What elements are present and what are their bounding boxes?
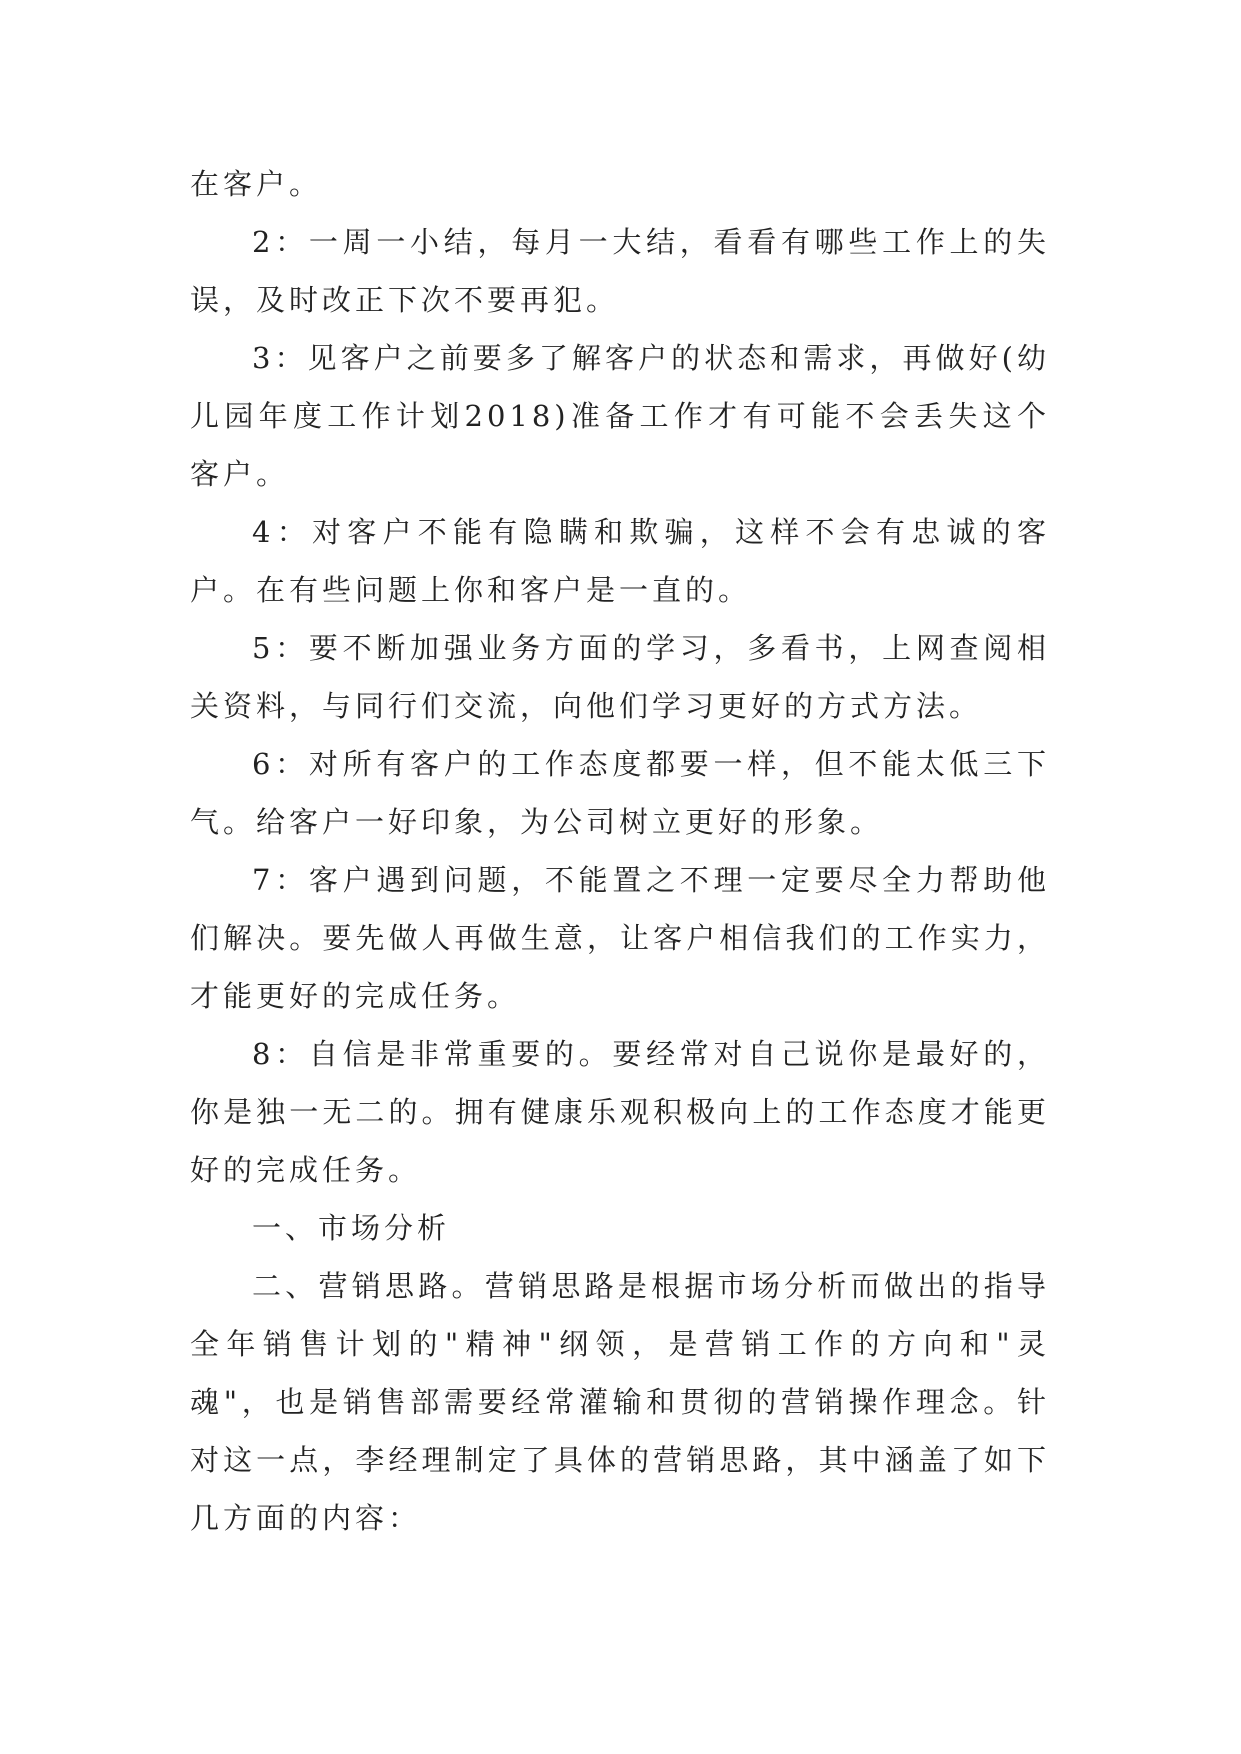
- paragraph-item-7: 7：客户遇到问题，不能置之不理一定要尽全力帮助他们解决。要先做人再做生意，让客户相信我们的工作实力，才能更好的完成任务。: [190, 863, 1050, 1013]
- paragraph-item-4: 4：对客户不能有隐瞒和欺骗，这样不会有忠诚的客户。在有些问题上你和客户是一直的。: [190, 515, 1050, 607]
- section-heading-market-analysis: 一、市场分析: [252, 1211, 451, 1245]
- paragraph-item-3: 3：见客户之前要多了解客户的状态和需求，再做好(幼儿园年度工作计划2018)准备工作才有可能不会丢失这个客户。: [190, 341, 1050, 491]
- document-body: [190, 155, 1050, 1547]
- paragraph-continuation: 在客户。: [190, 167, 323, 201]
- section-marketing-ideas: 二、营销思路。营销思路是根据市场分析而做出的指导全年销售计划的"精神"纲领，是营销工作的方向和"灵魂"，也是销售部需要经常灌输和贯彻的营销操作理念。针对这一点，李经理制定了具体的营销思路，其中涵盖了如下几方面的内容：: [190, 1269, 1050, 1535]
- paragraph-item-2: 2：一周一小结，每月一大结，看看有哪些工作上的失误，及时改正下次不要再犯。: [190, 225, 1050, 317]
- paragraph-item-5: 5：要不断加强业务方面的学习，多看书，上网查阅相关资料，与同行们交流，向他们学习更好的方式方法。: [190, 631, 1050, 723]
- paragraph-item-8: 8：自信是非常重要的。要经常对自己说你是最好的，你是独一无二的。拥有健康乐观积极向上的工作态度才能更好的完成任务。: [190, 1037, 1050, 1187]
- paragraph-item-6: 6：对所有客户的工作态度都要一样，但不能太低三下气。给客户一好印象，为公司树立更好的形象。: [190, 747, 1050, 839]
